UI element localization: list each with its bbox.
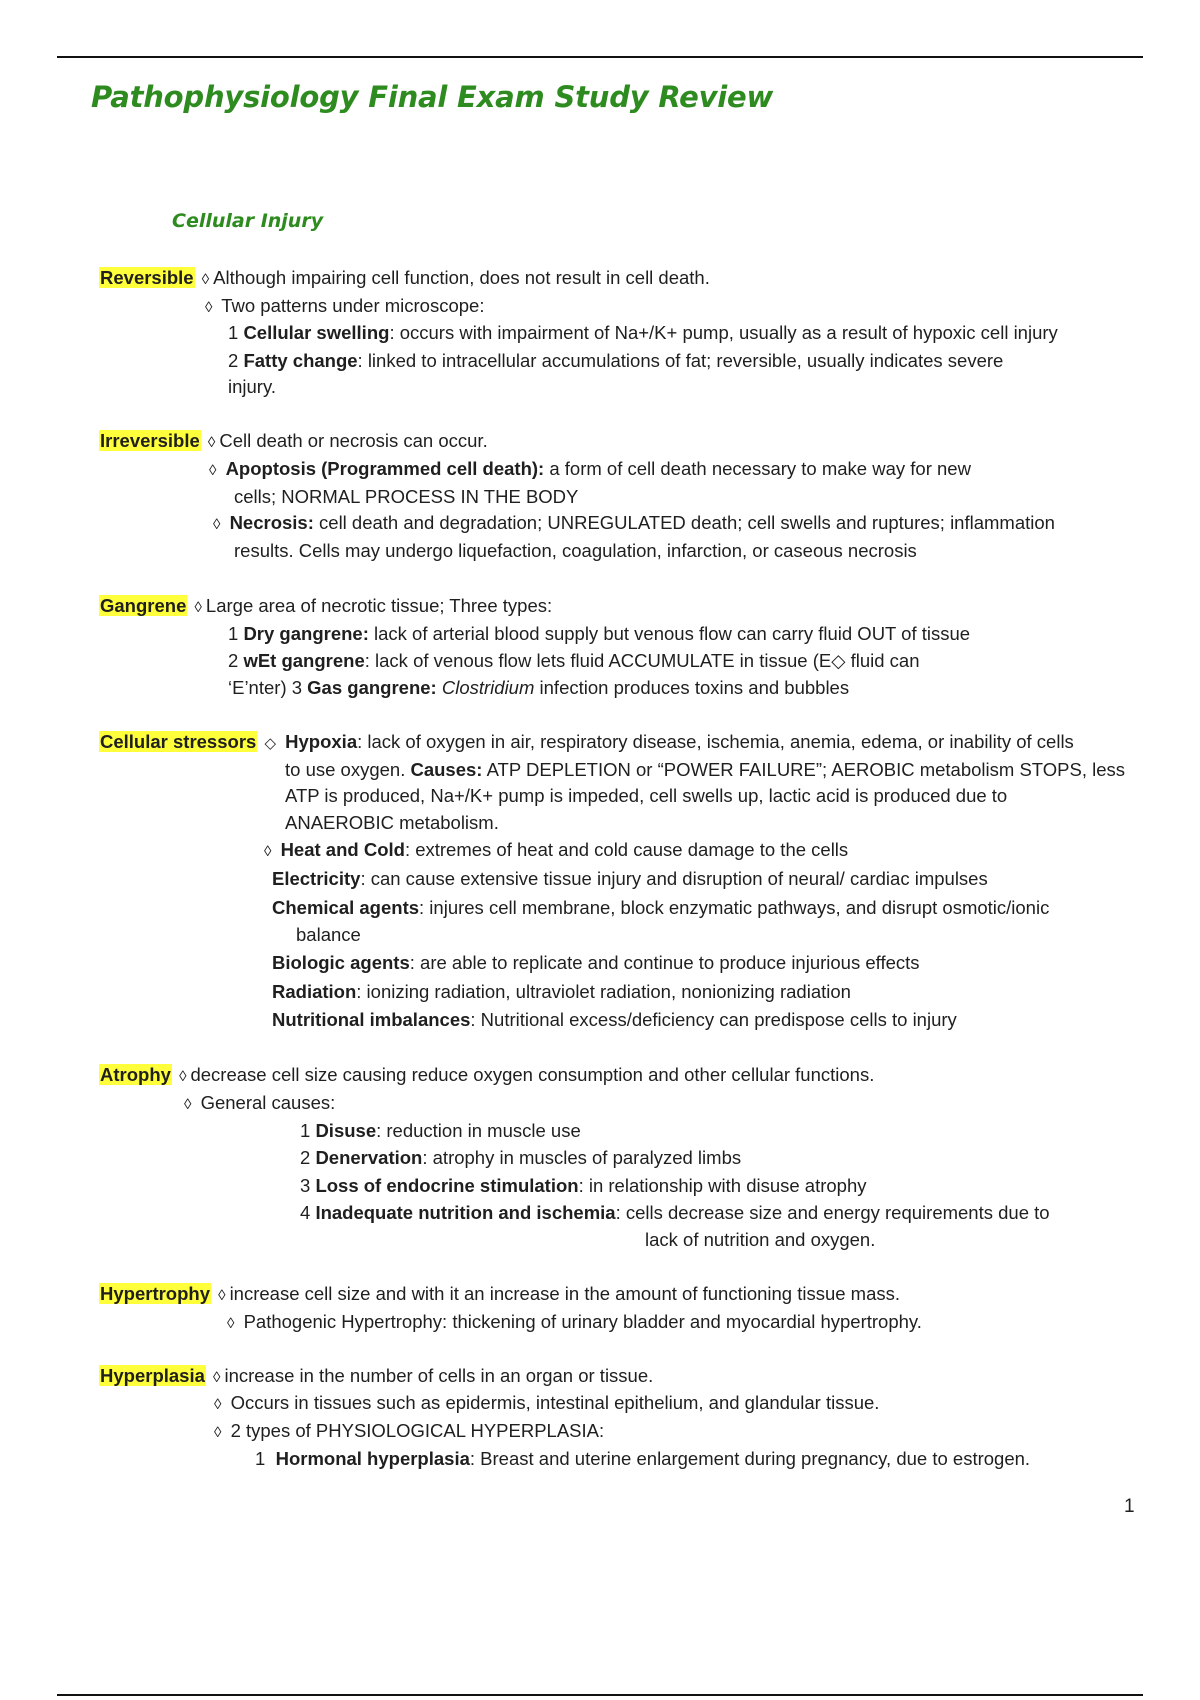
diamond-bullet-icon: ◊ [207, 434, 216, 451]
diamond-bullet-icon: ◊ [179, 1068, 187, 1085]
document-title: Pathophysiology Final Exam Study Review [91, 80, 774, 114]
apoptosis-cont: cells; NORMAL PROCESS IN THE BODY [234, 486, 579, 507]
gangrene-term: Gangrene [100, 595, 187, 616]
atrophy-general-causes: ◊ General causes: [182, 1089, 335, 1116]
bottom-rule [57, 1694, 1143, 1696]
diamond-bullet-icon: ◊ [209, 462, 217, 479]
reversible-item-2-cont: injury. [228, 376, 276, 397]
hyperplasia-item-1: 1 Hormonal hyperplasia: Breast and uterine enlargement during pregnancy, due to estrogen. [255, 1448, 1031, 1469]
diamond-bullet-icon: ◊ [194, 599, 202, 616]
nutritional-line: Nutritional imbalances: Nutritional excess/deficiency can predispose cells to injury [272, 1009, 957, 1030]
reversible-item-1: 1 Cellular swelling: occurs with impairment of Na+/K+ pump, usually as a result of hypoxic cell injury [228, 322, 1058, 343]
diamond-bullet-icon: ◊ [264, 843, 272, 860]
hyperplasia-line: Hyperplasia ◊ increase in the number of cells in an organ or tissue. [99, 1362, 653, 1389]
reversible-line [99, 264, 710, 291]
reversible-item-2: 2 Fatty change: linked to intracellular accumulations of fat; reversible, usually indicates severe [228, 350, 1004, 371]
hypertrophy-term: Hypertrophy [100, 1283, 210, 1304]
dry-gangrene: 1 Dry gangrene: lack of arterial blood supply but venous flow can carry fluid OUT of tissue [228, 623, 971, 644]
diamond-bullet-icon: ◊ [214, 1424, 222, 1441]
necrosis-line: ◊ Necrosis: cell death and degradation; UNREGULATED death; cell swells and ruptures; inflammation [211, 509, 1055, 536]
diamond-bullet-icon: ◊ [184, 1096, 192, 1113]
diamond-bullet-icon: ◊ [205, 299, 213, 316]
atrophy-cause-3: 3 Loss of endocrine stimulation: in relationship with disuse atrophy [300, 1175, 867, 1196]
hyperplasia-sub-2: ◊ 2 types of PHYSIOLOGICAL HYPERPLASIA: [212, 1417, 604, 1444]
atrophy-line: Atrophy ◊ decrease cell size causing reduce oxygen consumption and other cellular functions. [99, 1061, 874, 1088]
reversible-pattern-intro: ◊ Two patterns under microscope: [203, 292, 484, 319]
heat-cold-line: ◊ Heat and Cold: extremes of heat and cold cause damage to the cells [262, 836, 848, 863]
hypoxia-cont-1: to use oxygen. Causes: ATP DEPLETION or “POWER FAILURE”; AEROBIC metabolism STOPS, less [285, 759, 1125, 780]
radiation-line: Radiation: ionizing radiation, ultraviolet radiation, nonionizing radiation [272, 981, 851, 1002]
diamond-bullet-icon: ◇ [264, 735, 276, 752]
diamond-bullet-icon: ◊ [227, 1315, 235, 1332]
atrophy-cause-1: 1 Disuse: reduction in muscle use [300, 1120, 581, 1141]
necrosis-cont: results. Cells may undergo liquefaction, coagulation, infarction, or caseous necrosis [234, 540, 917, 561]
diamond-bullet-icon: ◊ [214, 1396, 222, 1413]
atrophy-cause-4: 4 Inadequate nutrition and ischemia: cells decrease size and energy requirements due to [300, 1202, 1050, 1223]
atrophy-cause-4-cont: lack of nutrition and oxygen. [645, 1229, 876, 1250]
atrophy-term: Atrophy [100, 1064, 171, 1085]
diamond-bullet-icon: ◊ [213, 1369, 221, 1386]
hypoxia-cont-2: ATP is produced, Na+/K+ pump is impeded, cell swells up, lactic acid is produced due to [285, 785, 1008, 806]
irreversible-line: Irreversible ◊ Cell death or necrosis can occur. [99, 427, 488, 454]
section-title: Cellular Injury [172, 210, 324, 232]
hypoxia-cont-3: ANAEROBIC metabolism. [285, 812, 499, 833]
reversible-definition: Although impairing cell function, does not result in cell death. [213, 267, 710, 288]
top-rule [57, 56, 1143, 58]
page-number: 1 [1124, 1496, 1135, 1517]
atrophy-cause-2: 2 Denervation: atrophy in muscles of paralyzed limbs [300, 1147, 742, 1168]
hyperplasia-term: Hyperplasia [100, 1365, 205, 1386]
hypertrophy-line: Hypertrophy ◊ increase cell size and with it an increase in the amount of functioning tissue mass. [99, 1280, 900, 1307]
biologic-line: Biologic agents: are able to replicate and continue to produce injurious effects [272, 952, 920, 973]
wet-gangrene: 2 wEt gangrene: lack of venous flow lets fluid ACCUMULATE in tissue (E◇ fluid can [228, 650, 920, 671]
irreversible-term: Irreversible [100, 430, 200, 451]
hypertrophy-sub: ◊ Pathogenic Hypertrophy: thickening of urinary bladder and myocardial hypertrophy. [225, 1308, 922, 1335]
diamond-bullet-icon: ◊ [213, 516, 221, 533]
diamond-bullet-icon: ◊ [201, 271, 210, 288]
diamond-icon: ◇ [831, 650, 846, 671]
stressors-term: Cellular stressors [100, 731, 257, 752]
diamond-bullet-icon: ◊ [218, 1287, 226, 1304]
gas-gangrene: ‘E’nter) 3 Gas gangrene: Clostridium infection produces toxins and bubbles [228, 677, 850, 698]
hyperplasia-sub-1: ◊ Occurs in tissues such as epidermis, intestinal epithelium, and glandular tissue. [212, 1389, 879, 1416]
gangrene-line: Gangrene ◊ Large area of necrotic tissue; Three types: [99, 592, 552, 619]
chemical-line: Chemical agents: injures cell membrane, block enzymatic pathways, and disrupt osmotic/ionic [272, 897, 1050, 918]
electricity-line: Electricity: can cause extensive tissue injury and disruption of neural/ cardiac impulses [272, 868, 988, 889]
stressors-line: Cellular stressors ◇ Hypoxia: lack of oxygen in air, respiratory disease, ischemia, anemia, edema, or inability of cells [99, 728, 1074, 755]
apoptosis-line: ◊ Apoptosis (Programmed cell death): a form of cell death necessary to make way for new [207, 455, 971, 482]
reversible-term: Reversible [100, 267, 194, 288]
chemical-cont: balance [296, 924, 361, 945]
